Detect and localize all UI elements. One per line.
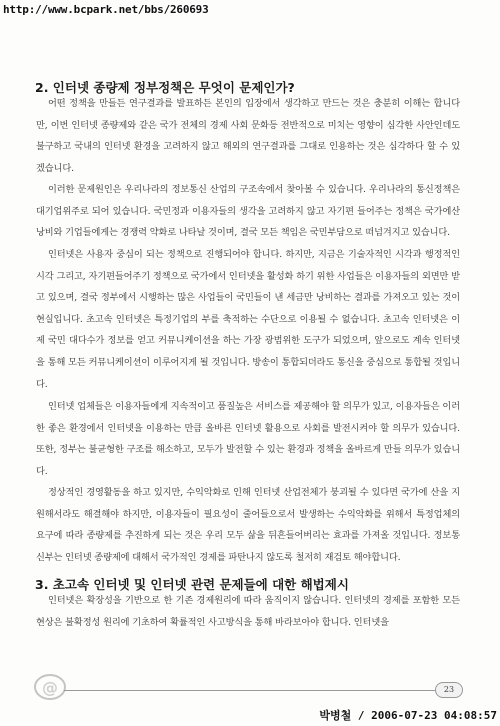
section-2-paragraph-3: 인터넷은 사용자 중심이 되는 정책으로 진행되어야 합니다. 하지만, 지금은 기술자적인 시각과 행정적인 시각 그리고, 자기편들어주기 정책으로 국가에서 인터넷을 활성화 하기 위한 사업들은 이용자들의 외면만 받고 있으며, 결국 정부에서 시행하는 많은 사업들이 국민들이 낸 세금만 낭비하는 결과를 가져오고 있는 것이 현실입니다. 초고속 인터넷은 특정기업의 부를 축적하는 수단으로 이용될 수 없습니다. 초고속 인터넷은 이제 국민 대다수가 정보를 얻고 커뮤니케이션을 하는 가장 광범위한 도구가 되었으며, 앞으로도 계속 인터넷을 통해 모든 커뮤니케이션이 이루어지게 될 것입니다. 방송이 통합되더라도 통신을 중심으로 통합될 것입니다. (36, 249, 460, 390)
section-2-paragraph-2: 이러한 문제원인은 우리나라의 정보통신 산업의 구조속에서 찾아볼 수 있습니다. 우리나라의 통신정책은 대기업위주로 되어 있습니다. 국민정과 이용자들의 생각을 고려하지 않고 자기편 들어주는 정책은 국가에산 낭비와 기업들에게는 경쟁력 약화로 나타날 것이며, 결국 모든 책임은 국민부담으로 떠넘겨지고 있습니다. (36, 184, 460, 239)
page-number: 23 (435, 682, 463, 698)
footer-rule (64, 690, 436, 691)
author-date-stamp: 박병철 / 2006-07-23 04:08:57 (319, 709, 497, 722)
source-url-overlay: http://www.bcpark.net/bbs/260693 (3, 3, 209, 16)
section-3-paragraph-1: 인터넷은 확장성을 기반으로 한 기존 경제원리에 따라 움직이지 않습니다. 인터넷의 경제를 포함한 모든 현상은 불확정성 원리에 기초하여 확률적인 사고방식을 통해 바라보아야 합니다. 인터넷을 (36, 595, 460, 628)
section-2-paragraph-4: 인터넷 업체들은 이용자들에게 지속적이고 품질높은 서비스를 제공해야 할 의무가 있고, 이용자들은 이러한 좋은 환경에서 인터넷을 이용하는 만큼 올바른 인터넷 활용으로 사회를 발전시켜야 할 의무가 있습니다. 또한, 정부는 불균형한 구조를 해소하고, 모두가 발전할 수 있는 환경과 정책을 올바르게 만들 의무가 있습니다. (36, 401, 460, 477)
section-2-heading: 2. 인터넷 종량제 정부정책은 무엇이 문제인가? (35, 80, 295, 95)
section-2-paragraph-5: 정상적인 경영활동을 하고 있지만, 수익악화로 인해 인터넷 산업전체가 붕괴될 수 있다면 국가에 산을 지원해서라도 해결해야 하지만, 이용자들이 필요성이 줄어들으로서 발생하는 수익악화를 위해서 특정업체의 요구에 따라 종량제를 추진하게 되는 것은 우리 모두 삶을 뒤흔들어버리는 효과를 가져올 것입니다. 정보통신부는 인터넷 종량제에 대해서 국가적인 경제를 파탄나지 않도록 철저히 재검토 해야합니다. (36, 487, 460, 563)
at-sign-logo-icon (32, 672, 68, 702)
section-3-heading: 3. 초고속 인터넷 및 인터넷 관련 문제들에 대한 해법제시 (35, 577, 349, 592)
svg-text:@: @ (42, 678, 58, 697)
section-2-paragraph-1: 어떤 정책을 만들든 연구결과를 발표하든 본인의 입장에서 생각하고 만드는 것은 충분히 이해는 합니다만, 이번 인터넷 종량제와 같은 국가 전체의 경제 사회 문화등 전반적으로 미치는 영향이 심각한 사안인데도 불구하고 국내의 인터넷 환경을 고려하지 않고 해외의 연구결과를 그대로 인용하는 것은 심각하다 할 수 있겠습니다. (36, 98, 460, 174)
